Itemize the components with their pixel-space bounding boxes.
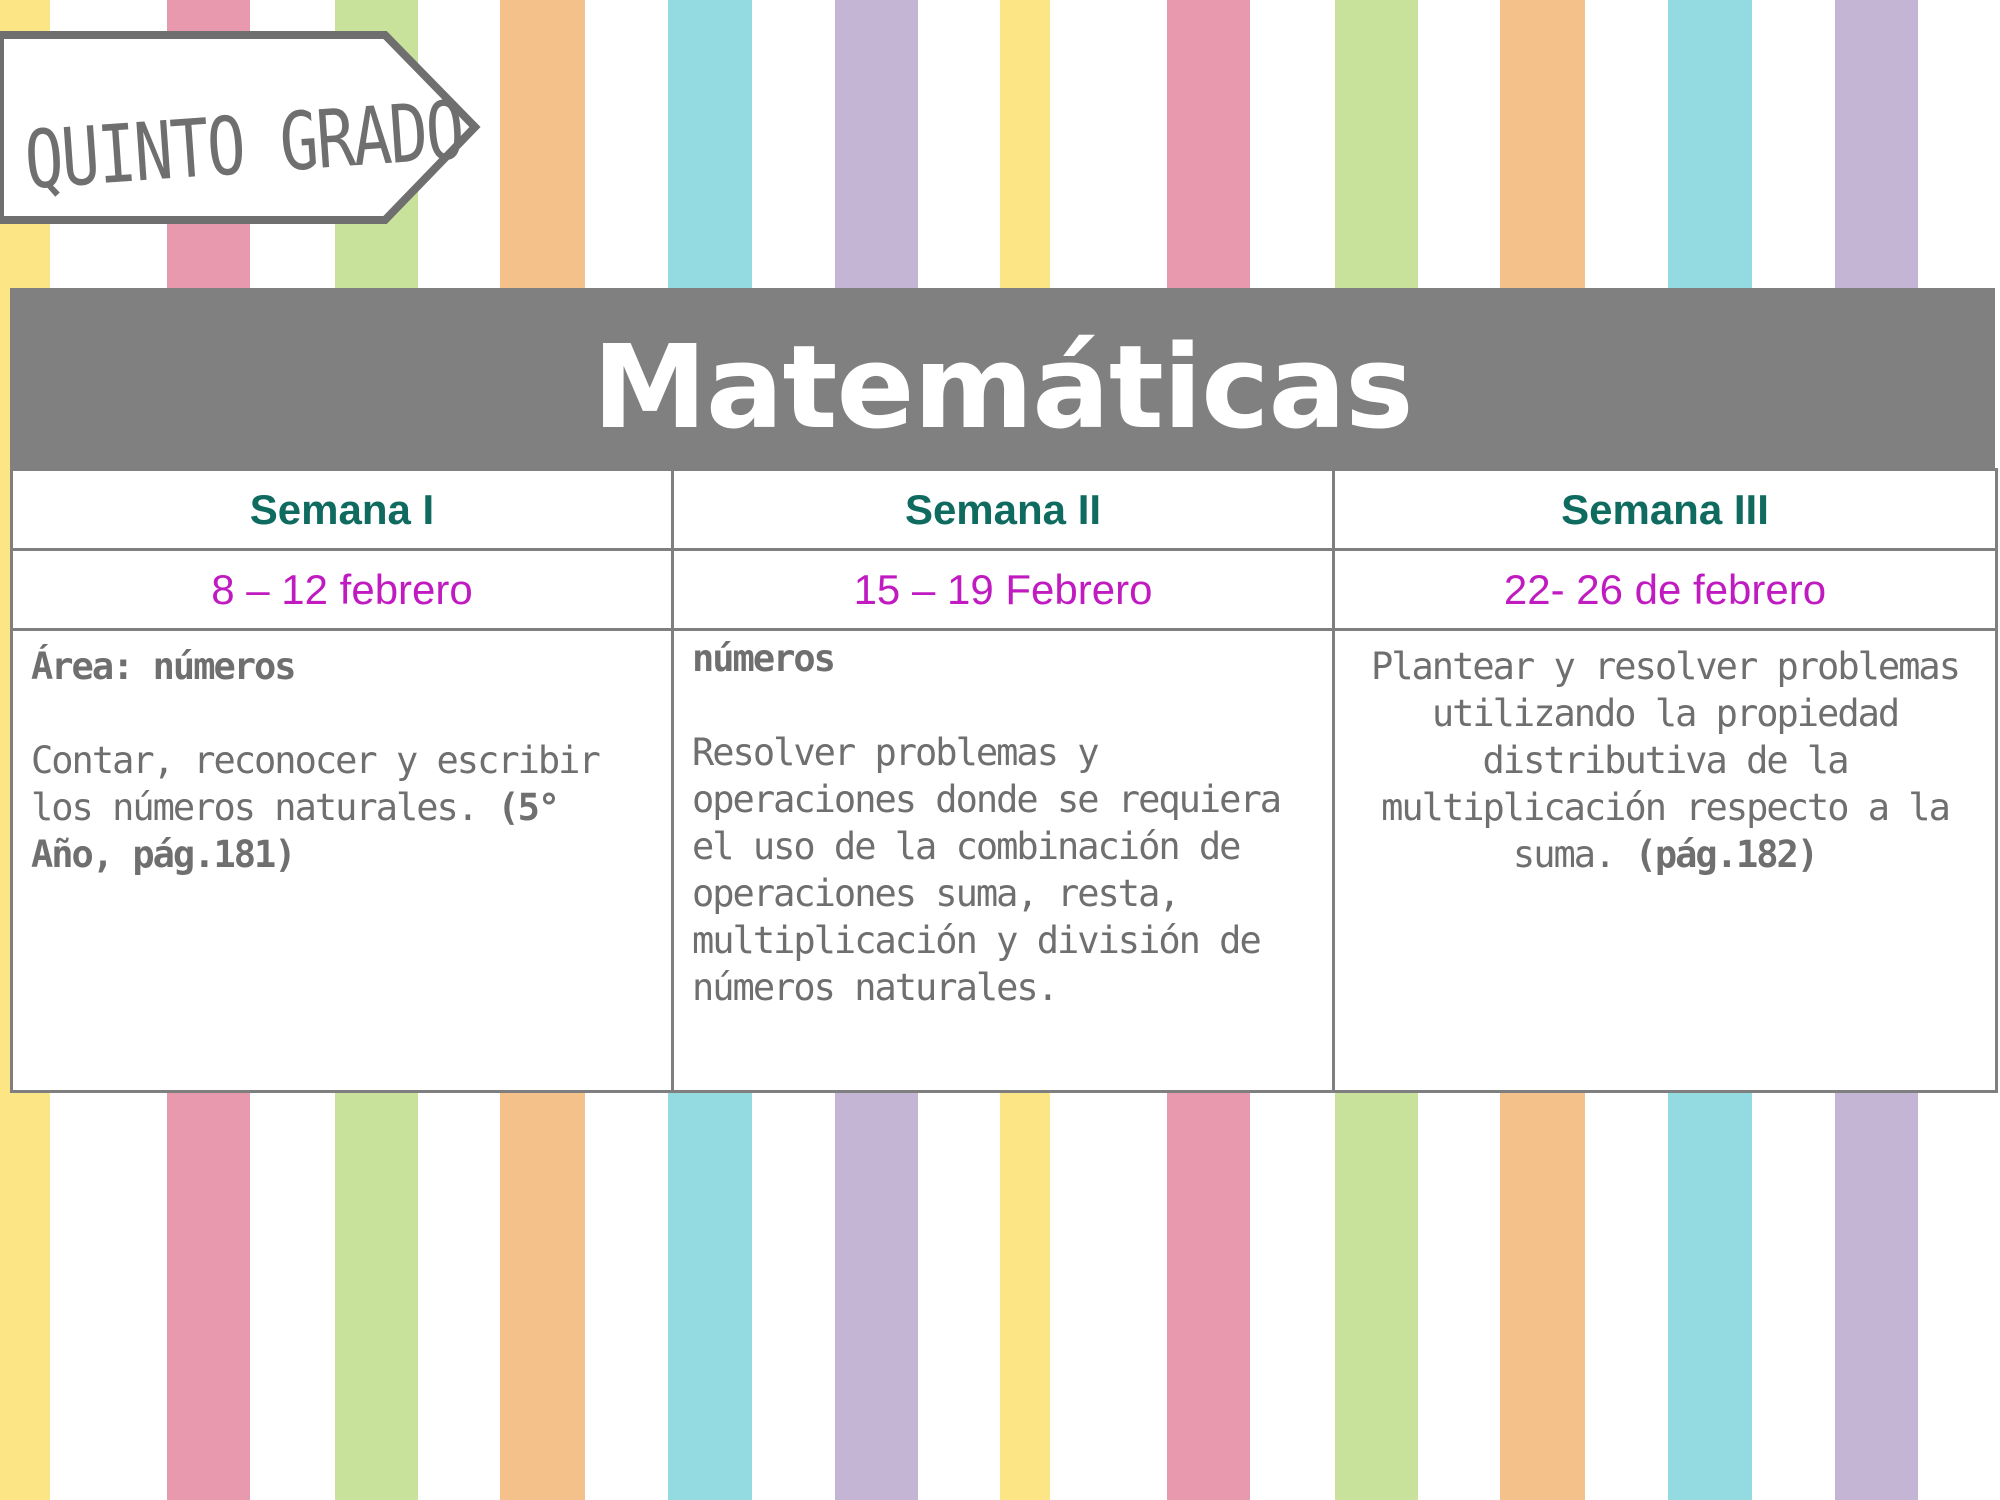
content-row [12, 630, 1997, 1092]
grade-tag [0, 30, 500, 225]
week-dates: 15 – 19 Febrero [673, 550, 1334, 630]
content-body: Plantear y resolver problemas utilizando la propiedad distributiva de la multiplicación respecto a la suma. [1370, 645, 1959, 876]
week-label: Semana III [1334, 470, 1997, 550]
content-text [31, 737, 653, 878]
content-body: Contar, reconocer y escribir los números naturales. [31, 739, 599, 829]
week-content [12, 630, 673, 1092]
content-text [1361, 643, 1969, 878]
page-reference: (5° Año, pág.181) [31, 786, 559, 876]
week-content [673, 630, 1334, 1092]
page-title: Matemáticas [592, 321, 1413, 455]
week-dates: 22- 26 de febrero [1334, 550, 1997, 630]
week-label: Semana II [673, 470, 1334, 550]
schedule-card [10, 288, 1995, 1093]
content-area: números [692, 637, 834, 680]
week-header-row [12, 470, 1997, 550]
week-dates: 8 – 12 febrero [12, 550, 673, 630]
title-band [10, 288, 1995, 468]
week-label: Semana I [12, 470, 673, 550]
weekly-plan-table [10, 468, 1998, 1093]
date-row [12, 550, 1997, 630]
content-area: Área: números [31, 645, 295, 688]
week-content [1334, 630, 1997, 1092]
page-reference: (pág.182) [1634, 833, 1818, 876]
content-body: Resolver problemas y operaciones donde se requiera el uso de la combinación de operaciones suma, resta, multiplicación y división de números naturales. [692, 731, 1281, 1009]
grade-label: QUINTO GRADO [21, 85, 466, 209]
